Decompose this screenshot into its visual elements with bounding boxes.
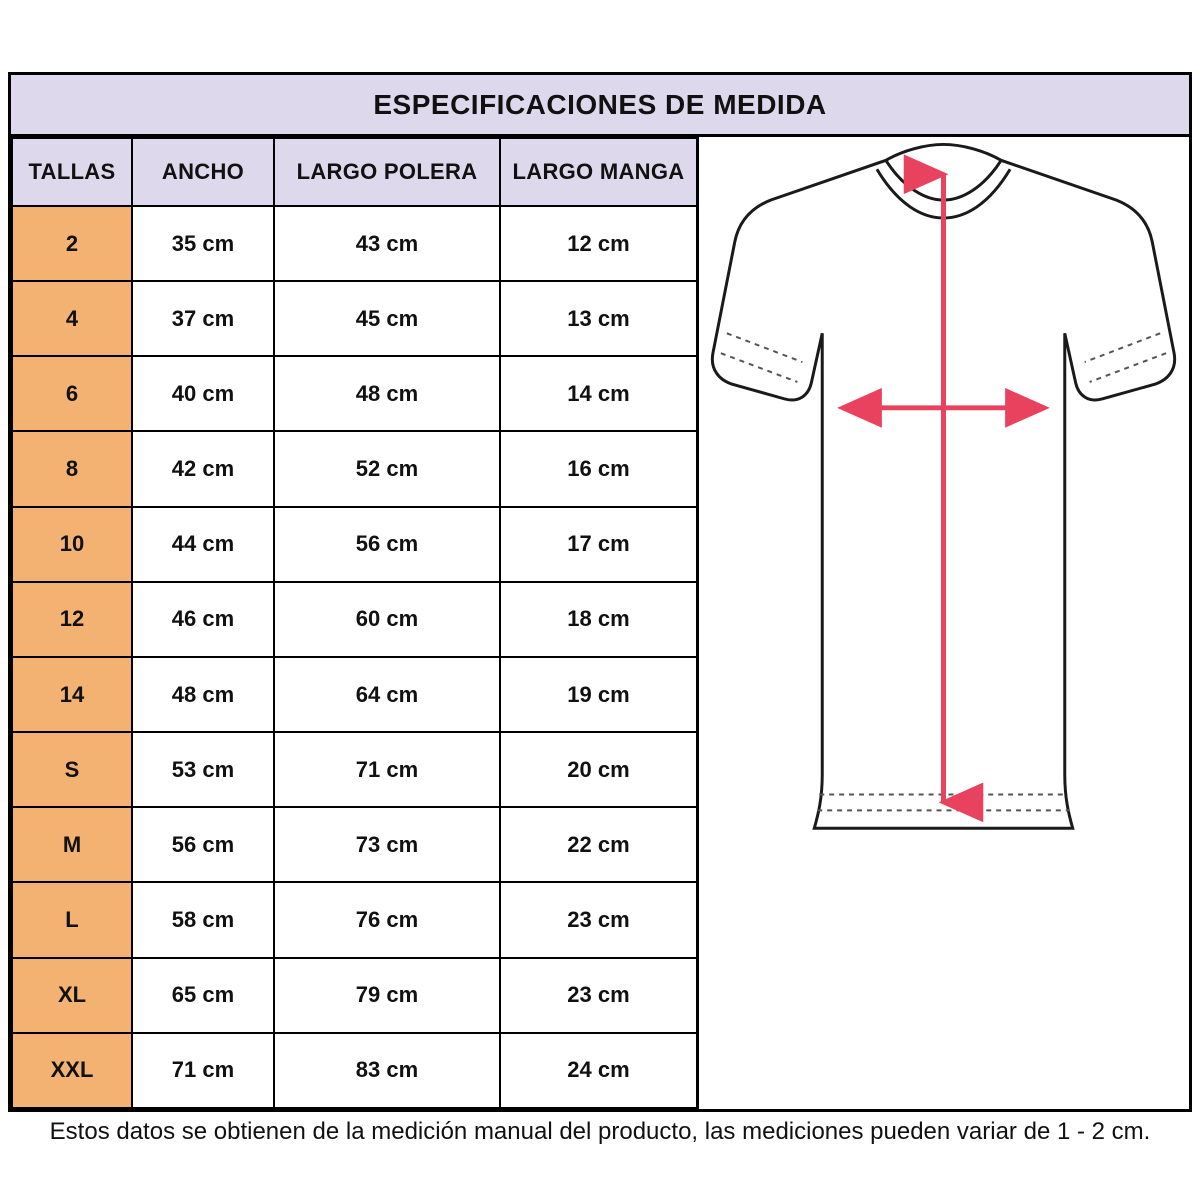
cell-size: 6	[12, 356, 132, 431]
cell-largo-manga: 23 cm	[500, 958, 697, 1033]
cell-largo-manga: 24 cm	[500, 1033, 697, 1108]
cell-ancho: 46 cm	[132, 582, 274, 657]
cell-largo-polera: 76 cm	[274, 882, 500, 957]
cell-largo-polera: 83 cm	[274, 1033, 500, 1108]
table-row	[12, 582, 697, 657]
cell-size: L	[12, 882, 132, 957]
column-header-ancho: ANCHO	[132, 138, 274, 206]
page-title: ESPECIFICACIONES DE MEDIDA	[373, 88, 827, 120]
table-row	[12, 1033, 697, 1108]
cell-largo-polera: 52 cm	[274, 431, 500, 506]
cell-largo-polera: 43 cm	[274, 206, 500, 281]
cell-ancho: 37 cm	[132, 281, 274, 356]
cell-ancho: 44 cm	[132, 507, 274, 582]
cell-size: XL	[12, 958, 132, 1033]
chart-title-bar	[11, 75, 1189, 137]
table-row	[12, 958, 697, 1033]
cell-largo-polera: 64 cm	[274, 657, 500, 732]
cell-largo-manga: 22 cm	[500, 807, 697, 882]
column-header-largo-polera: LARGO POLERA	[274, 138, 500, 206]
cell-ancho: 65 cm	[132, 958, 274, 1033]
size-chart-frame	[8, 72, 1192, 1112]
cell-ancho: 42 cm	[132, 431, 274, 506]
measurements-table	[11, 137, 698, 1109]
cell-size: XXL	[12, 1033, 132, 1108]
measurement-note: Estos datos se obtienen de la medición manual del producto, las mediciones pueden variar de 1 - 2 cm.	[49, 1118, 1151, 1145]
cell-largo-manga: 18 cm	[500, 582, 697, 657]
cell-largo-polera: 48 cm	[274, 356, 500, 431]
cell-largo-manga: 20 cm	[500, 732, 697, 807]
column-header-largo-manga: LARGO MANGA	[500, 138, 697, 206]
table-row	[12, 882, 697, 957]
cell-size: S	[12, 732, 132, 807]
t-shirt-measurement-diagram	[699, 137, 1189, 1109]
cell-largo-polera: 56 cm	[274, 507, 500, 582]
cell-ancho: 40 cm	[132, 356, 274, 431]
cell-largo-polera: 71 cm	[274, 732, 500, 807]
cell-ancho: 71 cm	[132, 1033, 274, 1108]
measurements-table-container	[11, 137, 699, 1109]
cell-size: 4	[12, 281, 132, 356]
cell-largo-manga: 23 cm	[500, 882, 697, 957]
cell-size: 12	[12, 582, 132, 657]
table-row	[12, 657, 697, 732]
table-head	[12, 138, 697, 206]
cell-ancho: 53 cm	[132, 732, 274, 807]
cell-size: 2	[12, 206, 132, 281]
cell-largo-manga: 19 cm	[500, 657, 697, 732]
t-shirt-diagram-container	[699, 137, 1189, 1109]
cell-size: 10	[12, 507, 132, 582]
table-row	[12, 206, 697, 281]
table-header-row	[12, 138, 697, 206]
table-row	[12, 507, 697, 582]
cell-size: 8	[12, 431, 132, 506]
column-header-tallas: TALLAS	[12, 138, 132, 206]
table-body	[12, 206, 697, 1108]
cell-size: 14	[12, 657, 132, 732]
table-row	[12, 281, 697, 356]
cell-ancho: 48 cm	[132, 657, 274, 732]
cell-largo-manga: 12 cm	[500, 206, 697, 281]
cell-largo-manga: 17 cm	[500, 507, 697, 582]
table-row	[12, 732, 697, 807]
cell-ancho: 56 cm	[132, 807, 274, 882]
cell-largo-manga: 13 cm	[500, 281, 697, 356]
cell-largo-polera: 60 cm	[274, 582, 500, 657]
chart-body	[11, 137, 1189, 1109]
cell-ancho: 35 cm	[132, 206, 274, 281]
cell-largo-manga: 14 cm	[500, 356, 697, 431]
table-row	[12, 807, 697, 882]
cell-ancho: 58 cm	[132, 882, 274, 957]
cell-size: M	[12, 807, 132, 882]
table-row	[12, 356, 697, 431]
cell-largo-polera: 73 cm	[274, 807, 500, 882]
table-row	[12, 431, 697, 506]
cell-largo-manga: 16 cm	[500, 431, 697, 506]
cell-largo-polera: 79 cm	[274, 958, 500, 1033]
cell-largo-polera: 45 cm	[274, 281, 500, 356]
